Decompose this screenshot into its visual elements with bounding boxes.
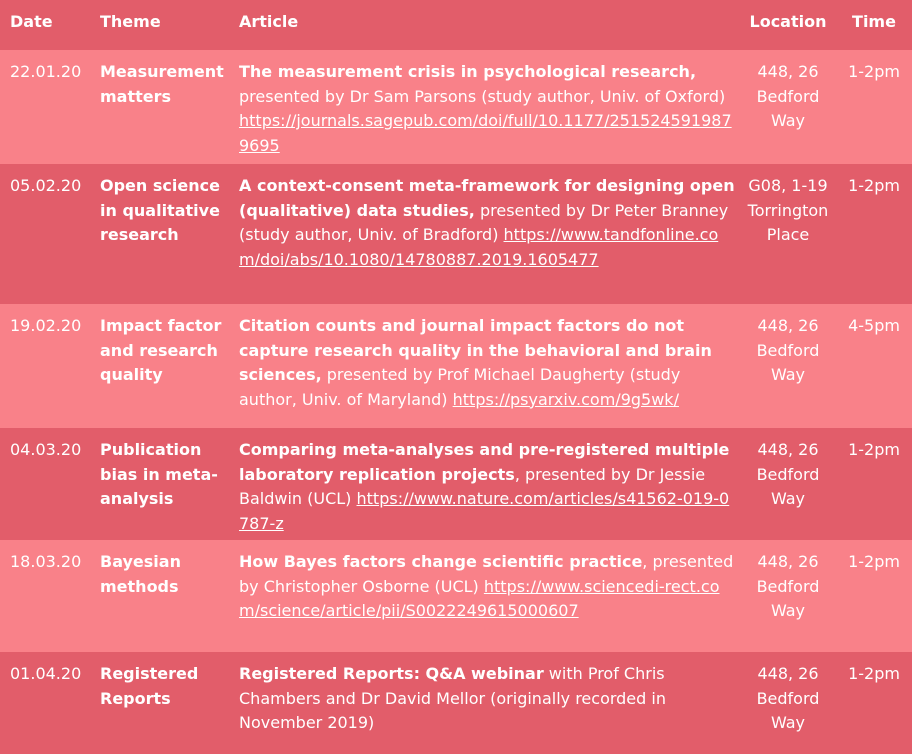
row-location: 448, 26 Bedford Way bbox=[756, 62, 820, 130]
header-time: Time bbox=[852, 12, 896, 31]
header-theme: Theme bbox=[100, 12, 161, 31]
table-row bbox=[0, 164, 912, 304]
article-link[interactable]: https://www.tandfonline.com/doi/abs/10.1080/14780887.2019.1605477 bbox=[239, 225, 719, 269]
row-time: 1-2pm bbox=[848, 552, 900, 571]
row-time: 1-2pm bbox=[848, 62, 900, 81]
article-presenter: , presented by Dr Jessie Baldwin (UCL) bbox=[239, 464, 706, 508]
row-date: 04.03.20 bbox=[10, 440, 82, 459]
row-theme: Open science in qualitative research bbox=[100, 176, 220, 244]
row-location: 448, 26 Bedford Way bbox=[756, 440, 820, 508]
article-title: The measurement crisis in psychological research, bbox=[239, 62, 697, 81]
article-title: Citation counts and journal impact factors do not capture research quality in the behavioral and brain sciences, bbox=[239, 316, 712, 384]
row-location: 448, 26 Bedford Way bbox=[756, 552, 820, 620]
row-article bbox=[239, 304, 739, 412]
article-presenter: presented by Dr Peter Branney (study author, Univ. of Bradford) bbox=[239, 200, 729, 244]
row-time: 1-2pm bbox=[848, 176, 900, 195]
row-time: 4-5pm bbox=[848, 316, 900, 335]
article-link[interactable]: https://journals.sagepub.com/doi/full/10.1177/2515245919879695 bbox=[239, 111, 732, 155]
row-date: 05.02.20 bbox=[10, 176, 82, 195]
row-location: 448, 26 Bedford Way bbox=[756, 664, 820, 732]
row-article bbox=[239, 652, 739, 736]
row-theme: Registered Reports bbox=[100, 664, 199, 708]
article-presenter: with Prof Chris Chambers and Dr David Mellor (originally recorded in November 2019) bbox=[239, 664, 666, 732]
article-presenter: presented by Dr Sam Parsons (study author, Univ. of Oxford) bbox=[239, 86, 726, 106]
table-row bbox=[0, 304, 912, 428]
row-time: 1-2pm bbox=[848, 664, 900, 683]
table-row bbox=[0, 652, 912, 754]
row-date: 18.03.20 bbox=[10, 552, 82, 571]
article-title: How Bayes factors change scientific practice bbox=[239, 552, 643, 571]
article-title: A context-consent meta-framework for designing open (qualitative) data studies, bbox=[239, 176, 735, 220]
row-article bbox=[239, 50, 739, 158]
row-date: 01.04.20 bbox=[10, 664, 82, 683]
table-row bbox=[0, 428, 912, 540]
row-article bbox=[239, 428, 739, 536]
article-link[interactable]: https://psyarxiv.com/9g5wk/ bbox=[452, 389, 679, 409]
row-date: 22.01.20 bbox=[10, 62, 82, 81]
table-row bbox=[0, 50, 912, 164]
row-theme: Measurement matters bbox=[100, 62, 224, 106]
article-title: Comparing meta-analyses and pre-registered multiple laboratory replication projects bbox=[239, 440, 730, 484]
row-theme: Publication bias in meta-analysis bbox=[100, 440, 218, 508]
table-row bbox=[0, 540, 912, 652]
row-theme: Bayesian methods bbox=[100, 552, 181, 596]
article-title: Registered Reports: Q&A webinar bbox=[239, 664, 544, 683]
row-date: 19.02.20 bbox=[10, 316, 82, 335]
row-time: 1-2pm bbox=[848, 440, 900, 459]
table-header bbox=[0, 0, 912, 50]
row-article bbox=[239, 540, 739, 624]
article-presenter: presented by Prof Michael Daugherty (study author, Univ. of Maryland) bbox=[239, 365, 681, 409]
article-presenter: , presented by Christopher Osborne (UCL) bbox=[239, 552, 734, 596]
header-location: Location bbox=[749, 12, 827, 31]
row-location: 448, 26 Bedford Way bbox=[756, 316, 820, 384]
row-location: G08, 1-19 Torrington Place bbox=[747, 176, 829, 244]
header-article: Article bbox=[239, 12, 299, 31]
row-theme: Impact factor and research quality bbox=[100, 316, 222, 384]
article-link[interactable]: https://www.nature.com/articles/s41562-019-0787-z bbox=[239, 489, 730, 533]
row-article bbox=[239, 164, 739, 272]
article-link[interactable]: https://www.sciencedi-rect.com/science/article/pii/S0022249615000607 bbox=[239, 576, 720, 620]
header-date: Date bbox=[10, 12, 53, 31]
